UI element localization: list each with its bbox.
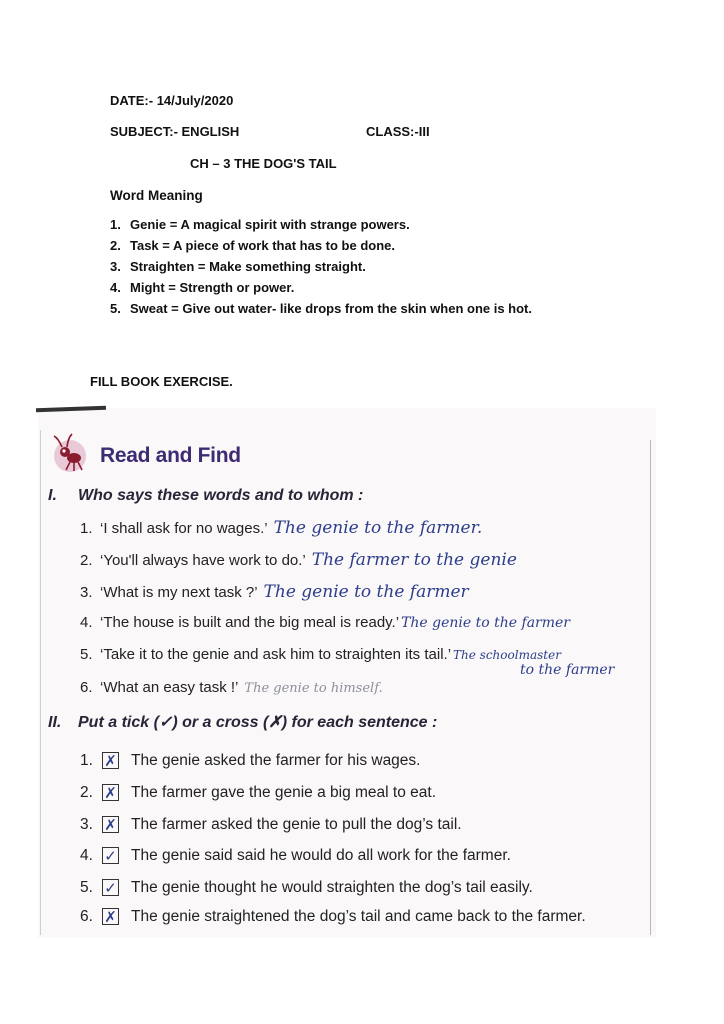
tick-number: 1. <box>80 752 93 769</box>
scan-left-edge <box>40 430 41 935</box>
chapter-title: CH – 3 THE DOG'S TAIL <box>190 156 337 171</box>
tick-sentence: The genie asked the farmer for his wages. <box>131 752 421 769</box>
question-row <box>80 550 517 570</box>
section-numeral: I. <box>48 487 57 504</box>
tick-sentence: The farmer asked the genie to pull the dog’s tail. <box>131 816 462 833</box>
item-number: 4. <box>110 280 121 295</box>
item-number: 2. <box>110 238 121 253</box>
item-text: Might = Strength or power. <box>130 280 295 295</box>
question-row <box>80 518 482 538</box>
tick-sentence: The farmer gave the genie a big meal to eat. <box>131 784 437 801</box>
word-meaning-list <box>110 214 532 319</box>
tick-number: 2. <box>80 784 93 801</box>
tick-row <box>80 784 436 802</box>
list-item <box>110 214 532 235</box>
question-number: 2. <box>80 552 93 569</box>
question-row <box>80 614 570 631</box>
pencil-answer: The genie to himself. <box>244 681 383 696</box>
answer-checkbox[interactable]: ✗ <box>102 784 119 801</box>
question-quote: ‘Take it to the genie and ask him to straighten its tail.’ <box>100 646 452 663</box>
question-quote: ‘What is my next task ?’ <box>100 584 258 601</box>
section-numeral: II. <box>48 714 62 731</box>
tick-row <box>80 879 533 897</box>
question-number: 4. <box>80 614 93 631</box>
tick-sentence: The genie straightened the dog’s tail and came back to the farmer. <box>131 908 586 925</box>
question-row <box>80 582 469 602</box>
question-quote: ‘I shall ask for no wages.’ <box>100 520 268 537</box>
question-row <box>80 646 561 663</box>
item-text: Task = A piece of work that has to be done. <box>130 238 395 253</box>
tick-number: 5. <box>80 879 93 896</box>
item-text: Sweat = Give out water- like drops from the skin when one is hot. <box>130 301 532 316</box>
tick-row <box>80 752 420 770</box>
class-line: CLASS:-III <box>366 124 430 139</box>
handwritten-answer: The genie to the farmer <box>263 582 469 602</box>
item-text: Genie = A magical spirit with strange powers. <box>130 217 410 232</box>
question-quote: ‘What an easy task !’ <box>100 679 239 696</box>
list-item <box>110 298 532 319</box>
read-and-find-title: Read and Find <box>100 444 241 467</box>
tick-row <box>80 847 511 865</box>
list-item <box>110 277 532 298</box>
question-number: 6. <box>80 679 93 696</box>
question-number: 1. <box>80 520 93 537</box>
tick-sentence: The genie said said he would do all work for the farmer. <box>131 847 511 864</box>
instruction-line: FILL BOOK EXERCISE. <box>90 374 233 389</box>
question-quote: ‘The house is built and the big meal is ready.’ <box>100 614 400 631</box>
item-number: 5. <box>110 301 121 316</box>
list-item <box>110 235 532 256</box>
handwritten-answer: The genie to the farmer. <box>273 518 483 538</box>
tick-row <box>80 908 586 926</box>
answer-checkbox[interactable]: ✗ <box>102 752 119 769</box>
question-number: 3. <box>80 584 93 601</box>
list-item <box>110 256 532 277</box>
tick-sentence: The genie thought he would straighten the dog’s tail easily. <box>131 879 533 896</box>
scan-right-edge <box>650 440 651 935</box>
item-number: 3. <box>110 259 121 274</box>
question-row <box>80 679 383 696</box>
section-1-heading <box>48 487 363 505</box>
date-line: DATE:- 14/July/2020 <box>110 93 234 108</box>
handwritten-answer: The genie to the farmer <box>401 615 570 631</box>
answer-checkbox[interactable]: ✓ <box>102 847 119 864</box>
word-meaning-title: Word Meaning <box>110 188 203 203</box>
section-heading-text: Put a tick (✓) or a cross (✗) for each sentence : <box>78 714 438 731</box>
tick-number: 6. <box>80 908 93 925</box>
ant-mascot-icon <box>50 430 94 474</box>
section-heading-text: Who says these words and to whom : <box>78 487 364 504</box>
question-number: 5. <box>80 646 93 663</box>
handwritten-answer: The schoolmaster <box>453 648 561 662</box>
answer-checkbox[interactable]: ✓ <box>102 879 119 896</box>
answer-checkbox[interactable]: ✗ <box>102 816 119 833</box>
section-2-heading <box>48 712 437 732</box>
item-number: 1. <box>110 217 121 232</box>
tick-number: 4. <box>80 847 93 864</box>
question-quote: ‘You'll always have work to do.’ <box>100 552 306 569</box>
tick-row <box>80 816 462 834</box>
handwritten-answer-line2: to the farmer <box>520 662 615 678</box>
answer-checkbox[interactable]: ✗ <box>102 908 119 925</box>
handwritten-answer: The farmer to the genie <box>311 550 517 570</box>
subject-line: SUBJECT:- ENGLISH <box>110 124 240 139</box>
tick-number: 3. <box>80 816 93 833</box>
item-text: Straighten = Make something straight. <box>130 259 366 274</box>
